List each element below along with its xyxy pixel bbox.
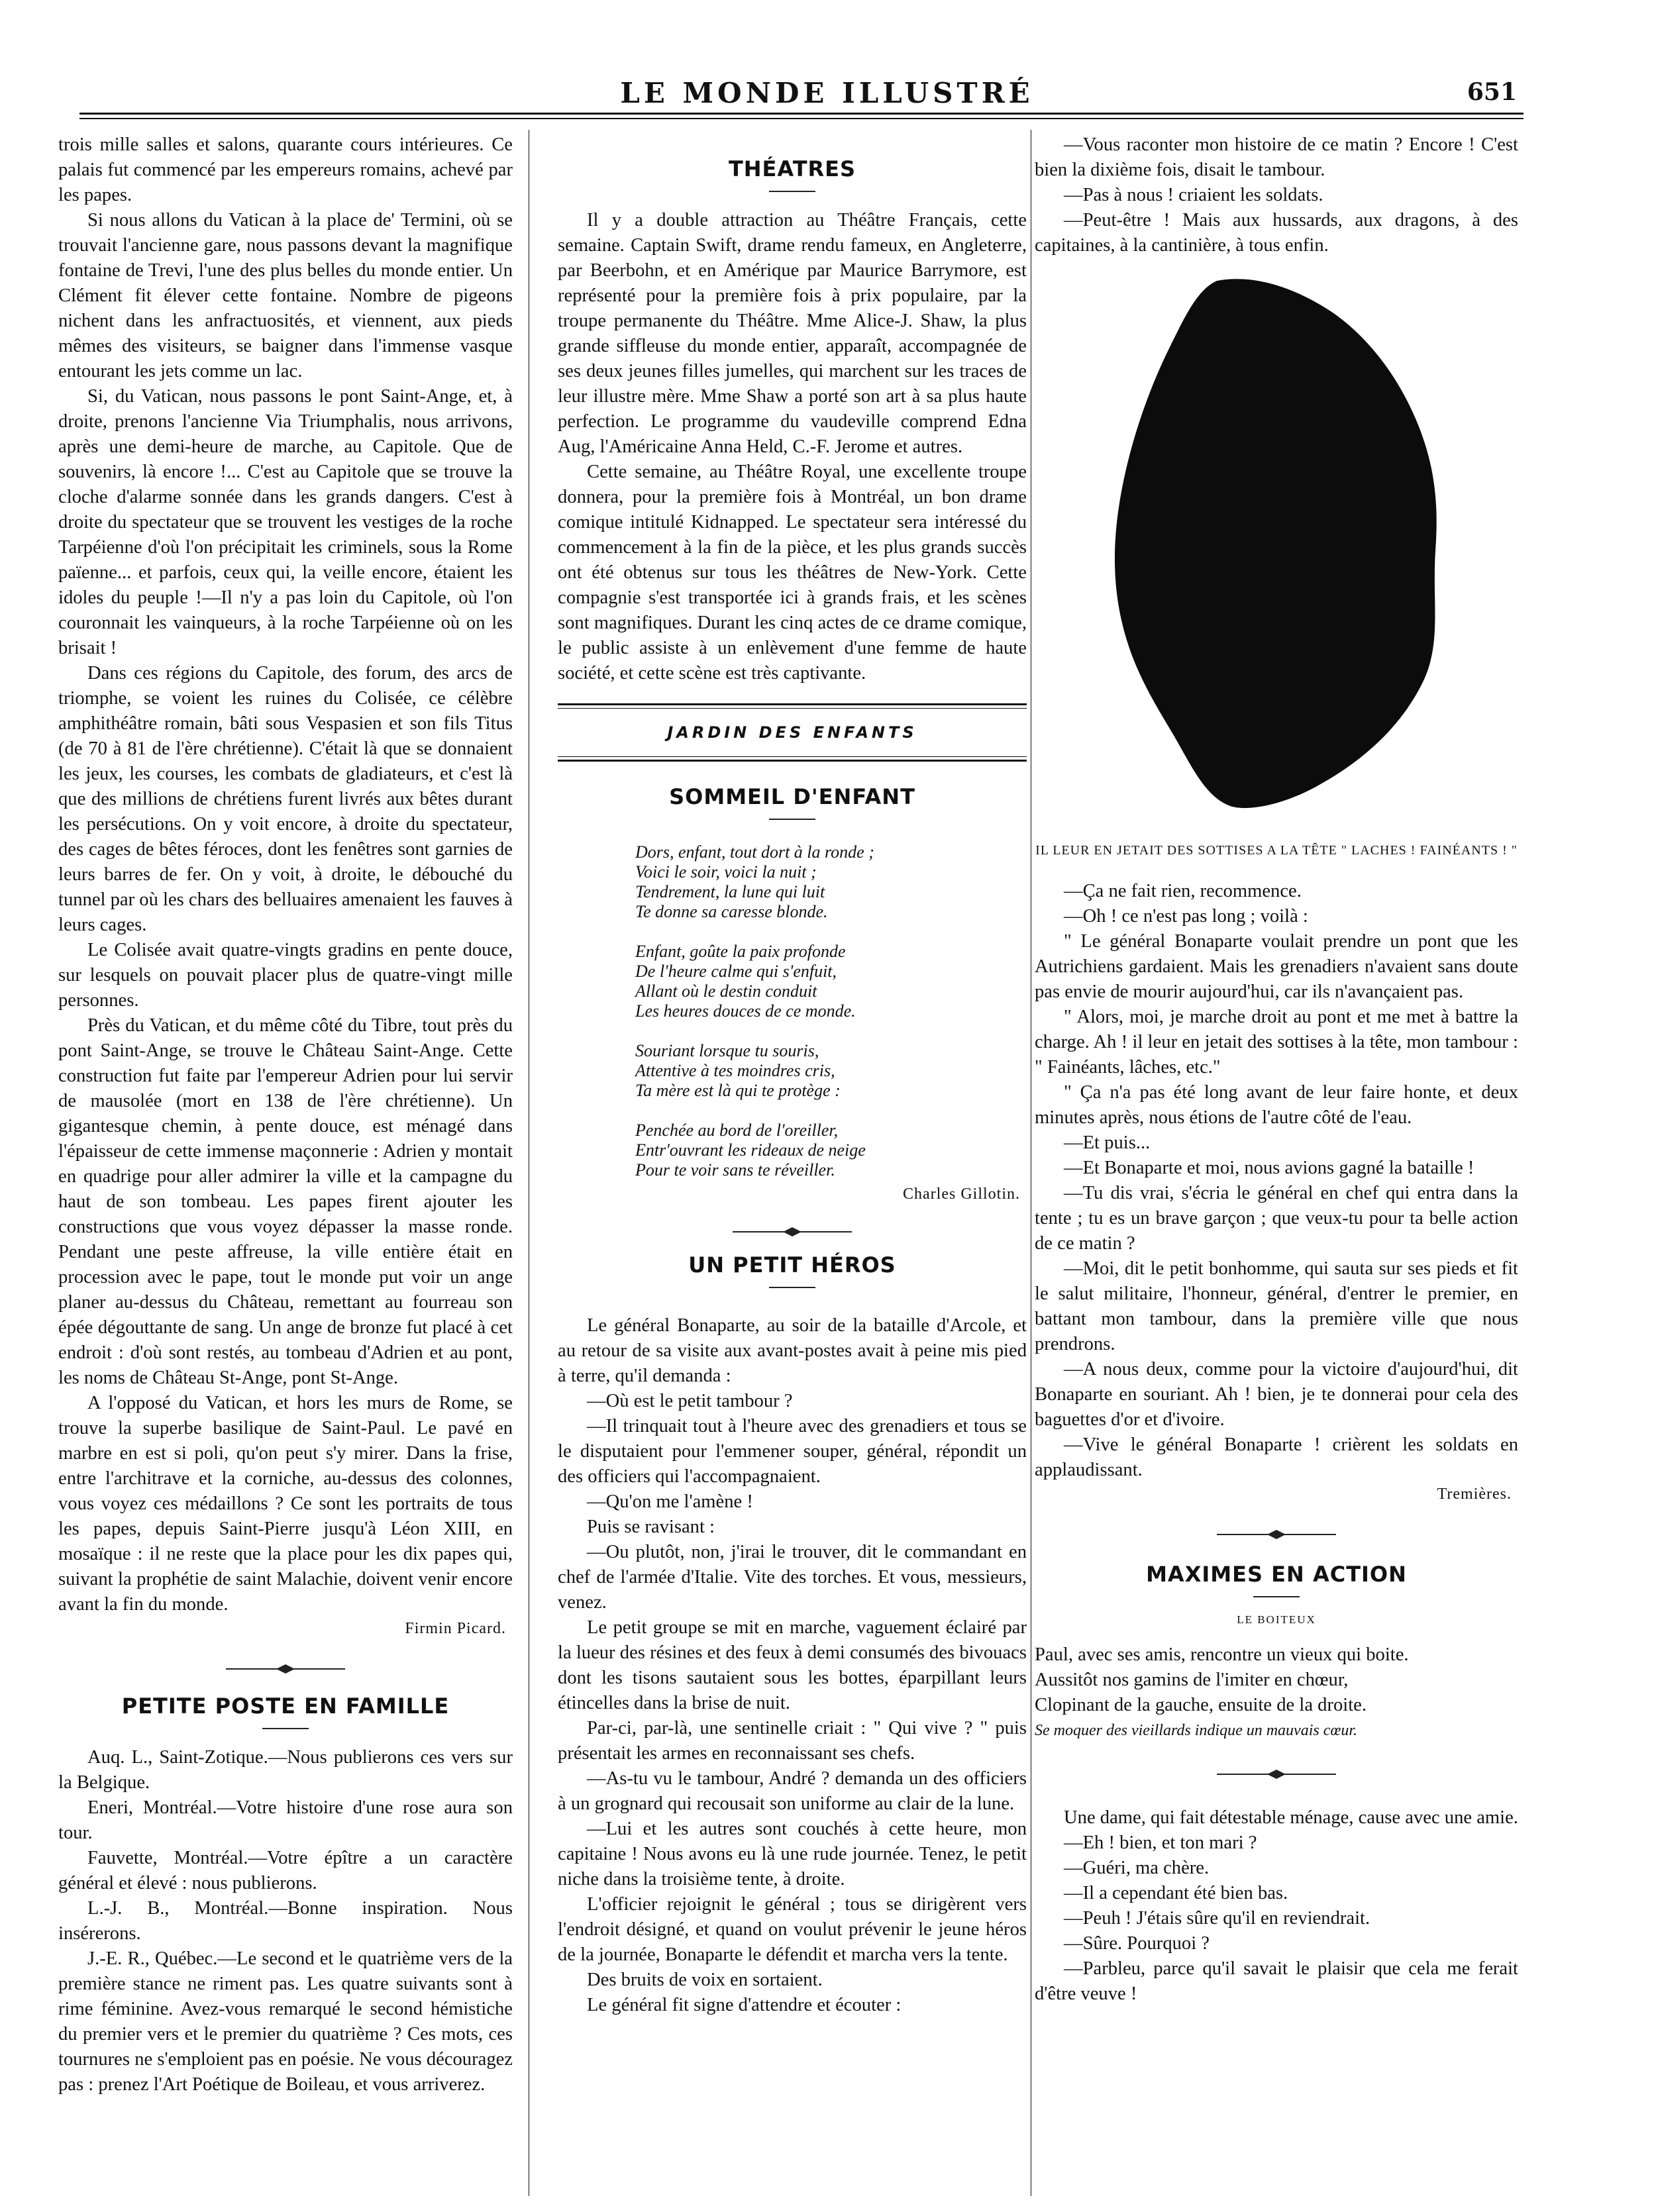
column-2 [558, 132, 1027, 2018]
paragraph: J.-E. R., Québec.—Le second et le quatrième vers de la première stance ne riment pas. Les quatre suivants sont à rime féminine. Avez-vous remarqué le second hémistiche du premier vers et le premier du quatrième ? Ces mots, ces tournures ne s'emploient pas en poésie. Ne vous découragez pas : prenez l'Art Poétique de Boileau, et vous arriverez. [58, 1948, 513, 2095]
paragraph: Eneri, Montréal.—Votre histoire d'une rose aura son tour. [58, 1797, 513, 1843]
poem-line: Attentive à tes moindres cris, [635, 1061, 835, 1080]
section-rule [558, 708, 1027, 709]
paragraph: —Vive le général Bonaparte ! crièrent les soldats en applaudissant. [1035, 1434, 1518, 1480]
paragraph: Puis se ravisant : [587, 1517, 715, 1537]
paragraph: —Et puis... [1064, 1132, 1151, 1153]
paragraph: Cette semaine, au Théâtre Royal, une excellente troupe donnera, pour la première fois à Montréal, un bon drame comique intitulé Kidnapped. Le spectateur sera intéressé du commencement à la fin de la pièce, et les plus grands succès ont été obtenus sur tous les théâtres de New-York. Cette compagnie s'est transportée ici à grands frais, et les scènes sont magnifiques. Durant les cinq actes de ce drame comique, le public assiste à un enlèvement d'une femme de haute société, et cette scène est très captivante. [558, 462, 1027, 683]
paragraph: Une dame, qui fait détestable ménage, cause avec une amie. [1064, 1807, 1518, 1828]
jardin-heading: JARDIN DES ENFANTS [667, 723, 917, 742]
paragraph: Auq. L., Saint-Zotique.—Nous publierons ces vers sur la Belgique. [58, 1747, 513, 1793]
paragraph: —Ou plutôt, non, j'irai le trouver, dit le commandant en chef de l'armée d'Italie. Vite des torches. Et vous, messieurs, venez. [558, 1542, 1027, 1613]
maximes-moral: Se moquer des vieillards indique un mauvais cœur. [1035, 1722, 1358, 1739]
poem-signature: Charles Gillotin. [903, 1185, 1020, 1203]
paragraph: —Vous raconter mon histoire de ce matin ? Encore ! C'est bien la dixième fois, disait le tambour. [1035, 134, 1518, 180]
poem-line: Les heures douces de ce monde. [635, 1001, 856, 1021]
dialogue-anecdote [1035, 1805, 1518, 2007]
paragraph: —Et Bonaparte et moi, nous avions gagné la bataille ! [1064, 1158, 1474, 1178]
column-3 [1035, 132, 1518, 2007]
heros-story [558, 1313, 1027, 2018]
paragraph: Le général fit signe d'attendre et écouter : [587, 1995, 902, 2015]
paragraph: " Alors, moi, je marche droit au pont et me met à battre la charge. Ah ! il leur en jetait des sottises à la tête, mon tambour : " Fainéants, lâches, etc." [1035, 1007, 1518, 1078]
paragraph: Si, du Vatican, nous passons le pont Saint-Ange, et, à droite, prenons l'ancienne Via Triumphalis, nous arrivons, après une demi-heure de marche, au Capitole. Que de souvenirs, là encore !... C'est au Capitole que se trouve la cloche d'alarme sonnée dans les grands dangers. C'est à droite du spectateur que se trouvent les vestiges de la roche Tarpéienne d'où l'on précipitait les criminels, sous la Rome païenne... et parfois, ceux qui, la veille encore, étaient les idoles du peuple !—Il n'y a pas loin du Capitole, où l'on couronnait les vainqueurs, à la roche Tarpéienne où on les brisait ! [58, 386, 513, 658]
poem-line: Pour te voir sans te réveiller. [635, 1160, 835, 1180]
paragraph: trois mille salles et salons, quarante cours intérieures. Ce palais fut commencé par les empereurs romains, achevé par les papes. [58, 134, 513, 205]
poem-line: Souriant lorsque tu souris, [635, 1041, 819, 1060]
paragraph: Par-ci, par-là, une sentinelle criait : " Qui vive ? " puis présentait les armes en reconnaissant ses chefs. [558, 1718, 1027, 1764]
paragraph: —Sûre. Pourquoi ? [1064, 1933, 1210, 1954]
paragraph: —Peuh ! J'étais sûre qu'il en reviendrait. [1064, 1908, 1370, 1929]
heros-title: UN PETIT HÉROS [688, 1252, 896, 1278]
ornament-divider [1217, 1770, 1336, 1779]
page-number: 651 [1467, 78, 1517, 106]
column-1 [58, 132, 513, 2097]
drummer-illustration [1104, 273, 1449, 823]
poem-line: Tendrement, la lune qui luit [635, 882, 825, 901]
paragraph: Le général Bonaparte, au soir de la bataille d'Arcole, et au retour de sa visite aux avant-postes avait à peine mis pied à terre, qu'il demanda : [558, 1315, 1027, 1386]
paragraph: —As-tu vu le tambour, André ? demanda un des officiers à un grognard qui recousait son uniforme au clair de la lune. [558, 1768, 1027, 1814]
masthead-title: LE MONDE ILLUSTRÉ [620, 77, 1034, 109]
paragraph: —Tu dis vrai, s'écria le général en chef qui entra dans la tente ; tu es un brave garçon ; que veux-tu pour ta belle action de ce matin ? [1035, 1183, 1518, 1254]
poem-stanza [558, 1121, 1027, 1180]
maximes-verse [1035, 1642, 1518, 1718]
paragraph: —Il a cependant été bien bas. [1064, 1883, 1288, 1903]
poem-line: Ta mère est là qui te protège : [635, 1081, 841, 1100]
maximes-subtitle: LE BOITEUX [1237, 1613, 1316, 1626]
paragraph: Le Colisée avait quatre-vingts gradins en pente douce, sur lesquels on pouvait placer plus de quatre-vingt mille personnes. [58, 940, 513, 1011]
poste-title: PETITE POSTE EN FAMILLE [121, 1693, 450, 1719]
paragraph: Des bruits de voix en sortaient. [587, 1970, 823, 1990]
header-rule-bottom [79, 118, 1524, 119]
paragraph: " Ça n'a pas été long avant de leur faire honte, et deux minutes après, nous étions de l'autre côté de l'eau. [1035, 1082, 1518, 1128]
sommeil-title: SOMMEIL D'ENFANT [669, 784, 915, 809]
paragraph: —Eh ! bien, et ton mari ? [1064, 1833, 1257, 1853]
header-rule-top [79, 113, 1524, 115]
drummer-illustration-image [1104, 273, 1449, 823]
story-signature: Tremières. [1437, 1485, 1512, 1503]
section-rule [558, 760, 1027, 762]
poem-line: Te donne sa caresse blonde. [635, 902, 828, 921]
paragraph: —Moi, dit le petit bonhomme, qui sauta sur ses pieds et fit le salut militaire, l'honneur, général, d'entrer le premier, en battant mon tambour, dans la première ville que nous prendrons. [1035, 1258, 1518, 1354]
ornament-divider [1217, 1530, 1336, 1539]
paragraph: Il y a double attraction au Théâtre Français, cette semaine. Captain Swift, drame rendu fameux, en Angleterre, par Beerbohn, et en Amérique par Maurice Barrymore, est représenté pour la première fois à prix populaire, par la troupe permanente du Théâtre. Mme Alice-J. Shaw, la plus grande siffleuse du monde entier, apparaît, accompagnée de ses deux jeunes filles jumelles, qui marchent sur les traces de leur illustre mère. Mme Shaw a porté son art à sa plus haute perfection. Le programme du vaudeville comprend Edna Aug, l'Américaine Anna Held, C.-F. Jerome et autres. [558, 210, 1027, 457]
poem-line: De l'heure calme qui s'enfuit, [635, 962, 837, 981]
article-signature: Firmin Picard. [405, 1620, 506, 1637]
paragraph: —Peut-être ! Mais aux hussards, aux dragons, à des capitaines, à la cantinière, à tous enfin. [1035, 210, 1518, 256]
silhouette-shape [1115, 279, 1437, 808]
paragraph: —Ça ne fait rien, recommence. [1064, 881, 1302, 901]
paragraph: A l'opposé du Vatican, et hors les murs de Rome, se trouve la superbe basilique de Saint-Paul. Le pavé en marbre en est si poli, qu'on peut s'y mirer. Dans la frise, entre l'architrave et la corniche, au-dessus des colonnes, vous voyez ces médaillons ? Ce sont les portraits de tous les papes, depuis Saint-Pierre jusqu'à Léon XIII, en mosaïque : il ne reste que la place pour les dix papes qui, suivant la prophétie de saint Malachie, doivent venir encore avant la fin du monde. [58, 1393, 513, 1615]
poem [558, 842, 1027, 1180]
ornament-divider [733, 1227, 852, 1236]
poem-line: Enfant, goûte la paix profonde [635, 942, 846, 961]
paragraph: —Il trinquait tout à l'heure avec des grenadiers et tous se le disputaient pour l'emmener souper, général, répondit un des officiers qui l'accompagnaient. [558, 1416, 1027, 1487]
paragraph: —Guéri, ma chère. [1064, 1858, 1210, 1878]
paragraph: —Qu'on me l'amène ! [587, 1491, 753, 1512]
theatres-title: THÉATRES [728, 156, 856, 181]
illustration-caption: IL LEUR EN JETAIT DES SOTTISES A LA TÊTE " LACHES ! FAINÉANTS ! " [1035, 843, 1518, 858]
paragraph: —Lui et les autres sont couchés à cette heure, mon capitaine ! Nous avons eu là une rude journée. Tenez, le petit niche dans la troisième tente, à droite. [558, 1819, 1027, 1889]
heros-continued [1035, 132, 1518, 258]
paragraph: Dans ces régions du Capitole, des forum, des arcs de triomphe, se voient les ruines du Colisée, ce célèbre amphithéâtre romain, bâti sous Vespasien et son fils Titus (de 70 à 81 de l'ère chrétienne). C'était là que se donnaient les jeux, les courses, les combats de gladiateurs, et c'est là que des millions de chrétiens furent livrés aux bêtes durant les persécutions. On y voit encore, à droite du spectateur, des cages de bêtes féroces, dont les fenêtres sont garnies de leurs barres de fer. On y voit, à droite, le débouché du tunnel par où les chars des belluaires amenaient les fauves à leurs cages. [58, 663, 513, 935]
paragraph: Si nous allons du Vatican à la place de' Termini, où se trouvait l'ancienne gare, nous passons devant la magnifique fontaine de Trevi, l'une des plus belles du monde entier. Un Clément fit élever cette fontaine. Nombre de pigeons nichent dans les anfractuosités, et viennent, aux pieds mêmes des visiteurs, se baigner dans l'immense vasque entourant les jets comme un lac. [58, 210, 513, 381]
poem-stanza [558, 842, 1027, 922]
paragraph: L.-J. B., Montréal.—Bonne inspiration. Nous insérerons. [58, 1898, 513, 1944]
paragraph: " Le général Bonaparte voulait prendre un pont que les Autrichiens gardaient. Mais les grenadiers n'avaient sans doute pas envie de mourir aujourd'hui, car ils n'avançaient pas. [1035, 931, 1518, 1002]
poem-stanza [558, 942, 1027, 1021]
paragraph: Fauvette, Montréal.—Votre épître a un caractère général et élevé : nous publierons. [58, 1848, 513, 1893]
paragraph: L'officier rejoignit le général ; tous se dirigèrent vers l'endroit désigné, et quand on voulut prévenir le jeune héros de la journée, Bonaparte le défendit et marcha vers la tente. [558, 1894, 1027, 1965]
theatres-article [558, 208, 1027, 686]
ornament-divider [226, 1664, 345, 1674]
section-rule [558, 756, 1027, 757]
paragraph: —Parbleu, parce qu'il savait le plaisir que cela me ferait d'être veuve ! [1035, 1958, 1518, 2004]
poem-line: Entr'ouvrant les rideaux de neige [635, 1140, 866, 1160]
poem-stanza [558, 1041, 1027, 1101]
verse-line: Clopinant de la gauche, ensuite de la droite. [1035, 1695, 1367, 1715]
paragraph: —Pas à nous ! criaient les soldats. [1064, 185, 1323, 205]
paragraph: Près du Vatican, et du même côté du Tibre, tout près du pont Saint-Ange, se trouve le Château Saint-Ange. Cette construction fut faite par l'empereur Adrien pour lui servir de mausolée (mort en 138 de l'ère chrétienne). Un gigantesque chemin, à pente douce, est ménagé dans l'épaisseur de cette immense maçonnerie : Adrien y montait en quadrige pour aller admirer la ville et la campagne du haut de son tombeau. Les papes firent ajouter les constructions que vous voyez dépasser la masse ronde. Pendant une peste affreuse, la ville entière était en procession avec le pape, tout le monde put voir un ange planer au-dessus du Château, remettant au fourreau son épée dégouttante de sang. Un ange de bronze fut placé à cet endroit : d'où sont restés, au tombeau d'Adrien et au pont, les noms de Château St-Ange, pont St-Ange. [58, 1015, 513, 1388]
section-rule [558, 703, 1027, 705]
poem-line: Voici le soir, voici la nuit ; [635, 862, 817, 881]
drummer-story [1035, 879, 1518, 1483]
poem-line: Dors, enfant, tout dort à la ronde ; [635, 842, 874, 862]
paragraph: —Où est le petit tambour ? [587, 1391, 793, 1411]
paragraph: —A nous deux, comme pour la victoire d'aujourd'hui, dit Bonaparte en souriant. Ah ! bien, je te donnerai pour cela des baguettes d'or et d'ivoire. [1035, 1359, 1518, 1430]
verse-line: Paul, avec ses amis, rencontre un vieux qui boite. [1035, 1644, 1409, 1665]
poste-list [58, 1745, 513, 2097]
maximes-title: MAXIMES EN ACTION [1146, 1562, 1407, 1587]
rome-article [58, 132, 513, 1617]
poem-line: Penchée au bord de l'oreiller, [635, 1121, 839, 1140]
verse-line: Aussitôt nos gamins de l'imiter en chœur, [1035, 1670, 1349, 1690]
poem-line: Allant où le destin conduit [635, 981, 817, 1001]
paragraph: —Oh ! ce n'est pas long ; voilà : [1064, 906, 1308, 927]
paragraph: Le petit groupe se mit en marche, vaguement éclairé par la lueur des résines et des feux à demi consumés des bivouacs dont les tisons sautaient sous les bottes, éparpillant leurs étincelles dans la brise de nuit. [558, 1617, 1027, 1713]
